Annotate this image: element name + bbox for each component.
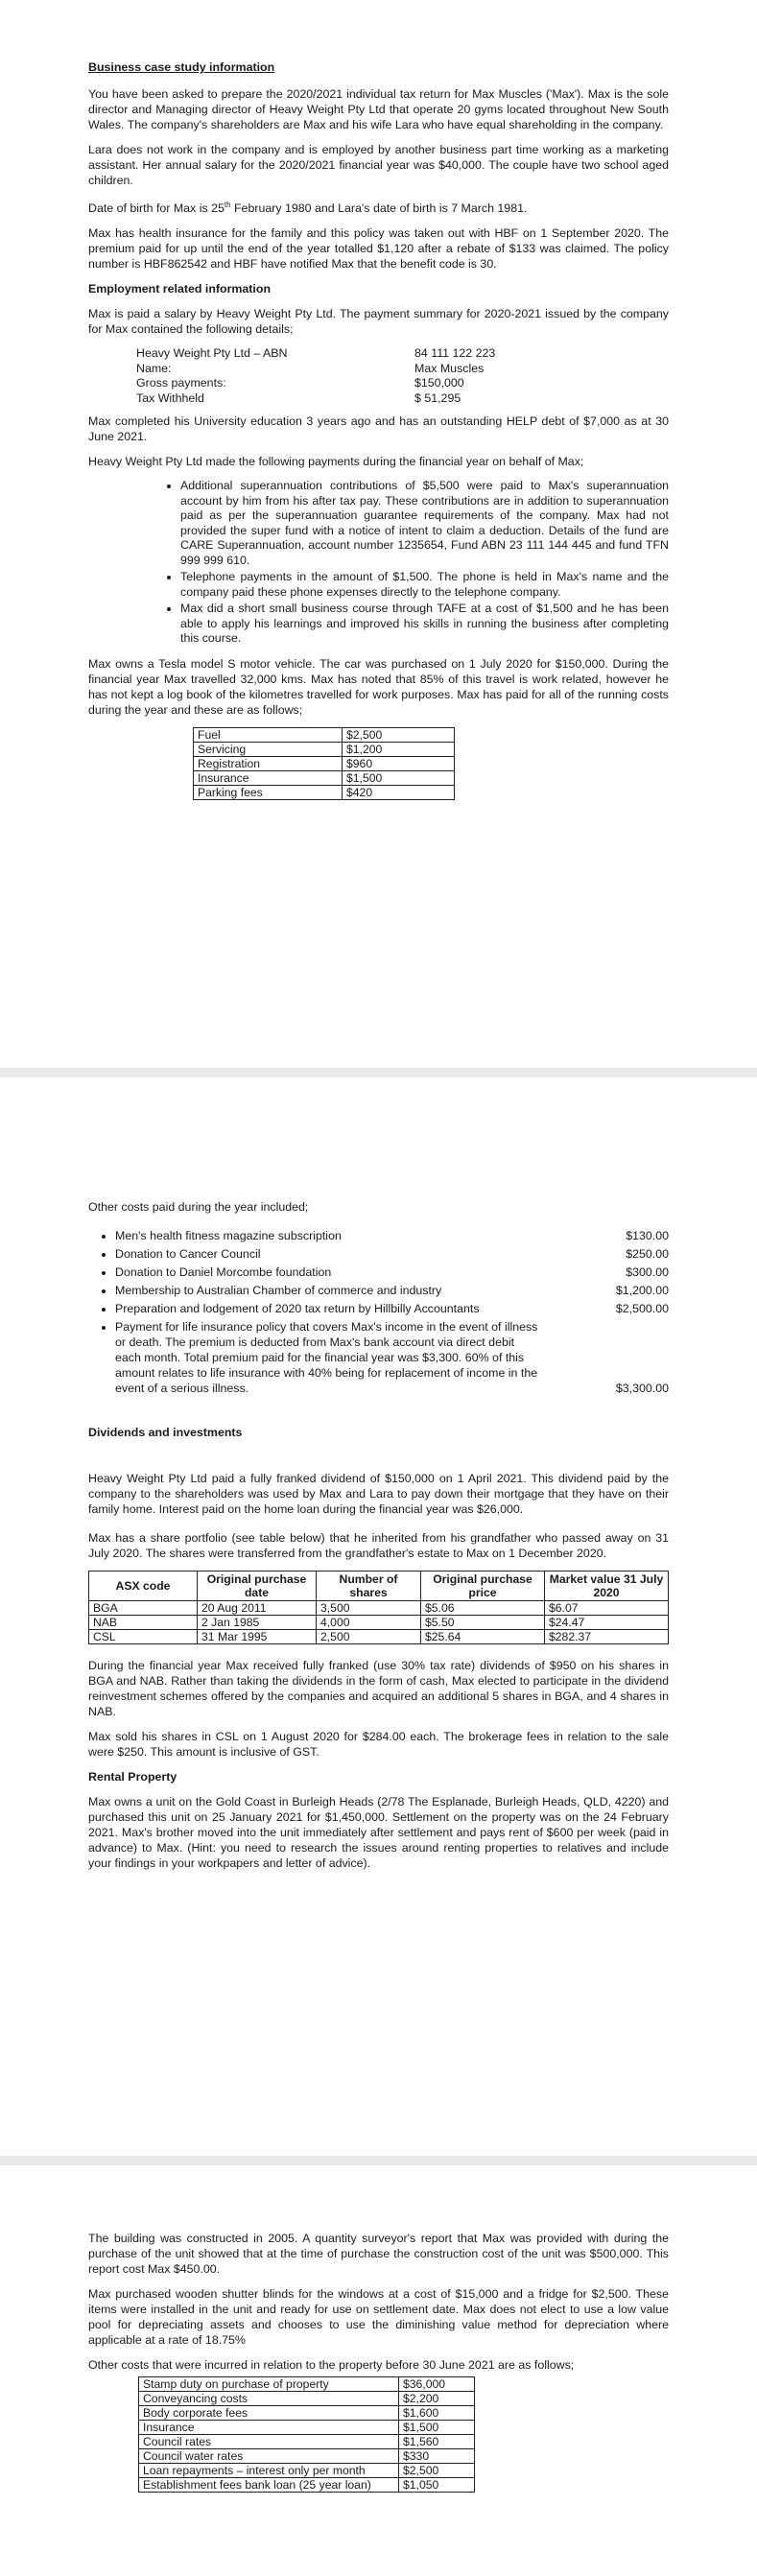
property-costs-table [138,2376,475,2493]
document-page-2 [0,1077,757,2156]
payment-summary-row [136,391,597,407]
table-cell-amount: $2,500 [343,727,455,742]
cost-description: • Men's health fitness magazine subscription [115,1229,342,1242]
dob-ordinal: th [224,201,231,209]
table-header-row [89,1572,669,1601]
table-cell-amount: $1,500 [343,770,455,785]
cost-description: • Donation to Daniel Morcombe foundation [115,1265,332,1279]
paragraph-intro: You have been asked to prepare the 2020/2021 individual tax return for Max Muscles ('Max'). Max is the sole director and Managing director of Heavy Weight Pty Ltd that operate 20 gyms located throughout New South Wales. The company's shareholders are Max and his wife Lara who have equal shareholding in the company. [88,87,669,131]
table-row [89,1616,669,1630]
paragraph-property-costs: Other costs that were incurred in relation to the property before 30 June 2021 are as follows; [88,2358,575,2372]
table-cell: 3,500 [317,1601,421,1616]
table-cell-item: Registration [194,756,343,770]
table-row [194,756,455,770]
table-row [139,2435,475,2449]
list-item: • Max did a short small business course through TAFE at a cost of $1,500 and he has been able to apply his learnings and improved his skills in running the business after completing this course. [180,602,669,647]
cost-amount: $2,500.00 [615,1302,669,1315]
paragraph-car: Max owns a Tesla model S motor vehicle. The car was purchased on 1 July 2020 for $150,000. During the financial year Max travelled 32,000 kms. Max has noted that 85% of this travel is work related, however he has not kept a log book of the kilometres travelled for work purposes. Max has paid for all of the running costs during the year and these are as follows; [88,656,669,717]
payment-summary-label: Heavy Weight Pty Ltd – ABN [136,346,288,361]
payment-summary-label: Name: [136,361,172,375]
cost-description: • Payment for life insurance policy that covers Max's income in the event of illness or death. The premium is deducted from Max's bank account via direct debit each month. Total premium paid for the financial year was $3,300. 60% of this amount relates to life insurance with 40% being for replacement of income in the event of a serious illness. [115,1320,538,1395]
table-row [139,2449,475,2464]
list-item [115,1264,669,1280]
payment-summary-value: $ 51,295 [414,390,461,405]
column-header: Market value 31 July 2020 [545,1572,669,1601]
table-cell: 2 Jan 1985 [198,1616,317,1630]
payment-summary-row [136,376,597,391]
paragraph-csl-sale: Max sold his shares in CSL on 1 August 2020 for $284.00 each. The brokerage fees in relation to the sale were $250. This amount is inclusive of GST. [88,1730,669,1759]
table-cell-amount: $2,500 [399,2464,475,2478]
table-cell: $24.47 [545,1616,669,1630]
table-cell: $282.37 [545,1630,669,1644]
table-row [194,727,455,742]
table-cell-item: Stamp duty on purchase of property [139,2377,399,2392]
table-cell-item: Insurance [194,770,343,785]
list-item [115,1228,669,1243]
table-cell-amount: $420 [343,785,455,799]
payment-summary-value: Max Muscles [414,361,485,375]
table-row [139,2464,475,2478]
table-cell: 31 Mar 1995 [198,1630,317,1644]
paragraph-dob [88,198,669,216]
payment-summary [136,346,597,406]
cost-amount: $130.00 [626,1229,669,1242]
section-heading-business-case: Business case study information [88,60,275,74]
payment-summary-label: Tax Withheld [136,390,204,405]
payment-summary-row [136,346,597,362]
list-item: • Additional superannuation contributions of $5,500 were paid to Max's superannuation account by him from his after tax pay. These contributions are in addition to superannuation paid as per the superannuation guarantee requirements of the company. Max had not provided the super fund with a notice of intent to claim a deduction. Details of the fund are CARE Superannuation, account number 1235654, Fund ABN 23 111 144 445 and fund TFN 999 999 610. [180,479,669,568]
column-header: ASX code [89,1572,198,1601]
list-item [115,1319,669,1396]
paragraph-company-payments: Heavy Weight Pty Ltd made the following payments during the financial year on behalf of Max; [88,455,584,469]
list-item [115,1246,669,1262]
table-cell-item: Council rates [139,2435,399,2449]
table-cell-amount: $2,200 [399,2392,475,2406]
table-cell: NAB [89,1616,198,1630]
section-heading-dividends: Dividends and investments [88,1426,243,1439]
table-row [139,2478,475,2493]
paragraph-rental: Max owns a unit on the Gold Coast in Burleigh Heads (2/78 The Esplanade, Burleigh Heads, QLD, 4220) and purchased this unit on 25 January 2021 for $1,450,000. Settlement on the property was on the 24 February 2021. Max's brother moved into the unit immediately after settlement and pays rent of $600 per week (paid in advance) to Max. (Hint: you need to research the issues around renting properties to relatives and include your findings in your workpapers and letter of advice). [88,1795,669,1870]
table-cell: 4,000 [317,1616,421,1630]
paragraph-health-insurance: Max has health insurance for the family and this policy was taken out with HBF on 1 September 2020. The premium paid for up until the end of the year totalled $1,120 after a rebate of $133 was claimed. The policy number is HBF862542 and HBF have notified Max that the benefit code is 30. [88,226,669,272]
table-row [194,742,455,756]
column-header: Original purchase date [198,1572,317,1601]
table-cell-item: Conveyancing costs [139,2392,399,2406]
table-cell-item: Council water rates [139,2449,399,2464]
table-row [139,2377,475,2392]
list-item [115,1283,669,1298]
cost-amount: $1,200.00 [615,1284,669,1297]
table-row [139,2406,475,2421]
table-row [194,770,455,785]
share-portfolio-table [88,1571,669,1644]
table-cell-amount: $1,200 [343,742,455,756]
table-cell: $5.50 [421,1616,545,1630]
table-cell-item: Establishment fees bank loan (25 year loan) [139,2478,399,2493]
table-row [194,785,455,799]
dob-text-start: Date of birth for Max is 25 [88,201,225,216]
payment-summary-row [136,362,597,377]
table-cell-amount: $960 [343,756,455,770]
paragraph-salary: Max is paid a salary by Heavy Weight Pty Ltd. The payment summary for 2020-2021 issued by the company for Max contained the following details; [88,307,669,337]
table-row [139,2421,475,2435]
paragraph-building: The building was constructed in 2005. A quantity surveyor's report that Max was provided with during the purchase of the unit showed that at the time of purchase the construction cost of the unit was $500,000. This report cost Max $450.00. [88,2232,669,2276]
table-row [89,1630,669,1644]
paragraph-lara: Lara does not work in the company and is employed by another business part time working as a marketing assistant. Her annual salary for the 2020/2021 financial year was $40,000. The couple have two school aged children. [88,143,669,187]
table-cell: CSL [89,1630,198,1644]
cost-description: • Donation to Cancer Council [115,1247,261,1261]
section-heading-rental: Rental Property [88,1770,177,1784]
table-cell-item: Body corporate fees [139,2406,399,2421]
table-cell-item: Fuel [194,727,343,742]
list-item: • Telephone payments in the amount of $1,500. The phone is held in Max's name and the company paid these phone expenses directly to the telephone company. [180,570,669,600]
cost-amount: $300.00 [626,1265,669,1279]
paragraph-other-costs: Other costs paid during the year included; [88,1200,309,1214]
running-costs-table [193,727,455,800]
company-payments-list [88,479,669,647]
table-row [139,2392,475,2406]
column-header: Original purchase price [421,1572,545,1601]
table-cell-amount: $330 [399,2449,475,2464]
table-cell-item: Loan repayments – interest only per month [139,2464,399,2478]
table-cell-amount: $36,000 [399,2377,475,2392]
table-cell: BGA [89,1601,198,1616]
table-cell-item: Insurance [139,2421,399,2435]
table-cell-amount: $1,560 [399,2435,475,2449]
cost-description: • Preparation and lodgement of 2020 tax return by Hillbilly Accountants [115,1302,480,1315]
table-cell: $5.06 [421,1601,545,1616]
table-cell: $6.07 [545,1601,669,1616]
paragraph-dividend-reinvestment: During the financial year Max received fully franked (use 30% tax rate) dividends of $950 on his shares in BGA and NAB. Rather than taking the dividends in the form of cash, Max elected to participate in the dividend reinvestment schemes offered by the companies and acquired an additional 5 shares in BGA, and 4 shares in NAB. [88,1659,669,1718]
dob-text-end: February 1980 and Lara's date of birth is 7 March 1981. [230,201,528,216]
table-cell-item: Servicing [194,742,343,756]
table-cell-amount: $1,500 [399,2421,475,2435]
cost-amount: $250.00 [626,1247,669,1261]
table-cell: 2,500 [317,1630,421,1644]
cost-amount: $3,300.00 [615,1382,669,1395]
paragraph-dividend: Heavy Weight Pty Ltd paid a fully franked dividend of $150,000 on 1 April 2021. This dividend paid by the company to the shareholders was used by Max and Lara to pay down their mortgage that they have on their family home. Interest paid on the home loan during the financial year was $26,000. [88,1472,669,1516]
document-page-1 [0,0,757,1068]
table-row [89,1601,669,1616]
table-cell-item: Parking fees [194,785,343,799]
paragraph-blinds-fridge: Max purchased wooden shutter blinds for the windows at a cost of $15,000 and a fridge for $2,500. These items were installed in the unit and ready for use on settlement date. Max does not elect to use a low value pool for depreciating assets and chooses to use the diminishing value method for depreciation where applicable at a rate of 18.75% [88,2287,669,2347]
table-cell-amount: $1,050 [399,2478,475,2493]
column-header: Number of shares [317,1572,421,1601]
table-cell: 20 Aug 2011 [198,1601,317,1616]
table-cell-amount: $1,600 [399,2406,475,2421]
payment-summary-value: 84 111 122 223 [414,346,496,361]
list-item [115,1301,669,1316]
section-heading-employment: Employment related information [88,282,272,296]
payment-summary-label: Gross payments: [136,376,226,390]
document-page-3 [0,2165,757,2576]
cost-description: • Membership to Australian Chamber of commerce and industry [115,1284,442,1297]
table-cell: $25.64 [421,1630,545,1644]
paragraph-share-portfolio: Max has a share portfolio (see table below) that he inherited from his grandfather who passed away on 31 July 2020. The shares were transferred from the grandfather's estate to Max on 1 December 2020. [88,1531,669,1560]
paragraph-help-debt: Max completed his University education 3 years ago and has an outstanding HELP debt of $7,000 as at 30 June 2021. [88,414,669,444]
payment-summary-value: $150,000 [414,376,464,390]
other-costs-list [88,1228,669,1396]
